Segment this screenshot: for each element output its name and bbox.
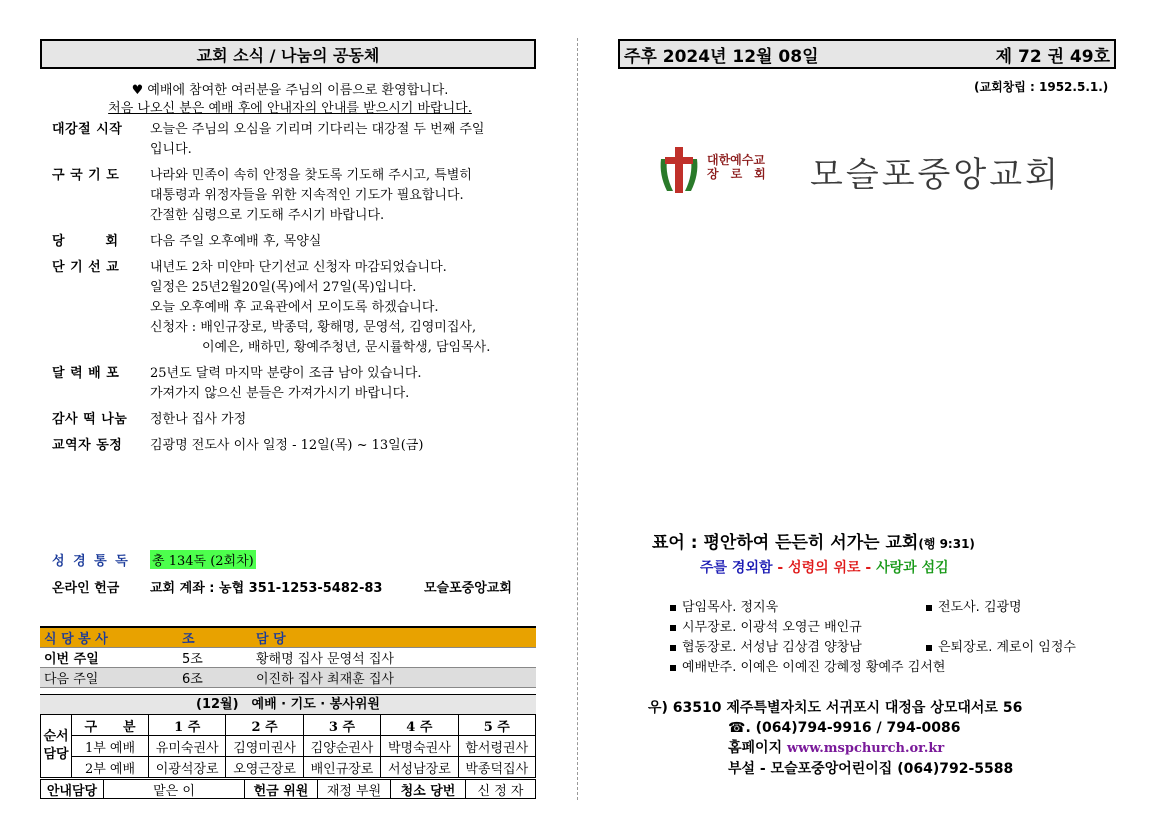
news-item-label: 당 회: [52, 234, 119, 249]
homepage-link[interactable]: www.mspchurch.or.kr: [786, 741, 945, 756]
meal-cell: 5조: [178, 648, 252, 668]
news-item: [52, 166, 542, 226]
schedule-header: 1 주: [149, 715, 226, 736]
news-item-body: [150, 436, 542, 456]
news-line: 내년도 2차 미얀마 단기선교 신청자 마감되었습니다.: [150, 260, 447, 275]
offering-account: 교회 계좌 : 농협 351-1253-5482-83: [150, 581, 383, 596]
news-item-body: [150, 232, 542, 252]
affiliate: 부설 - 모슬포중앙어린이집 (064)792-5588: [728, 761, 1014, 777]
news-item: [52, 410, 542, 430]
news-item-label: 감사 떡 나눔: [52, 412, 128, 427]
footer-cell: 헌금 위원: [245, 780, 318, 798]
bullet-icon: [926, 645, 932, 651]
address: 우) 63510 제주특별자치도 서귀포시 대정읍 상모대서로 56: [648, 700, 1023, 716]
news-item: [52, 232, 542, 252]
heart-icon: ♥: [131, 83, 144, 98]
contact-info: [648, 698, 1022, 779]
motto-reference: (행 9:31): [918, 537, 975, 551]
news-line: 오늘 오후예배 후 교육관에서 모이도록 하겠습니다.: [150, 300, 439, 315]
homepage-label: 홈페이지: [728, 740, 783, 756]
phone: ☎. (064)794-9916 / 794-0086: [728, 720, 961, 736]
schedule-cell: 서성남장로: [381, 757, 458, 778]
bulletin-date: 주후 2024년 12월 08일: [624, 46, 819, 67]
schedule-cell: 김영미권사: [226, 736, 303, 757]
table-row: [40, 668, 536, 688]
schedule-cell: 김양순권사: [303, 736, 380, 757]
footer-cell: 안내담당: [41, 780, 104, 798]
news-item-label: 구 국 기 도: [52, 168, 120, 183]
news-line: 김광명 전도사 이사 일정 - 12일(목) ~ 13일(금): [150, 438, 424, 453]
footer-cell: 맡은 이: [104, 780, 245, 798]
meal-cell: 황해명 집사 문영석 집사: [252, 648, 536, 668]
staff-list: [670, 598, 1076, 678]
offering-church: 모슬포중앙교회: [424, 581, 512, 596]
footer-cell: 청소 당번: [391, 780, 466, 798]
schedule-cell: 유미숙권사: [149, 736, 226, 757]
news-item-body: [150, 258, 542, 358]
bulletin-volume: 제 72 권 49호: [995, 46, 1110, 67]
meal-cell: 이번 주일: [40, 648, 178, 668]
news-line: 정한나 집사 가정: [150, 412, 247, 427]
staff-item: 예배반주. 이예은 이예진 강혜정 황예주 김서현: [682, 660, 946, 675]
schedule-cell: 박명숙권사: [381, 736, 458, 757]
table-row: [41, 736, 536, 757]
news-item-label: 교역자 동정: [52, 438, 123, 453]
schedule-cell: 함서령권사: [458, 736, 535, 757]
schedule-header: 5 주: [458, 715, 535, 736]
staff-item: 담임목사. 정지욱: [682, 600, 779, 615]
news-line: 가져가지 않으신 분들은 가져가시기 바랍니다.: [150, 386, 410, 401]
schedule-footer: [40, 779, 536, 799]
news-item-label: 대강절 시작: [52, 122, 123, 137]
slogan-part: 사랑과 섬김: [876, 560, 949, 576]
denomination-line-2: 장 로 회: [707, 167, 766, 181]
offering-label: 온라인 헌금: [52, 581, 120, 596]
news-item-body: [150, 166, 542, 226]
news-line: 이예은, 배하민, 황예주청년, 문시률학생, 담임목사.: [202, 340, 491, 355]
motto-text: 표어 : 평안하여 든든히 서가는 교회: [652, 533, 919, 553]
slogan-separator: -: [772, 560, 789, 576]
news-line: 입니다.: [150, 142, 192, 157]
bible-reading-label: 성 경 통 독: [52, 554, 130, 569]
news-item: [52, 364, 542, 404]
meal-cell: 이진하 집사 최재훈 집사: [252, 668, 536, 688]
schedule-title: (12월) 예배 · 기도 · 봉사위원: [40, 694, 536, 715]
news-title: 교회 소식 / 나눔의 공동체: [40, 39, 536, 69]
meal-header-service: 식 당 봉 사: [40, 627, 178, 648]
table-row: [40, 648, 536, 668]
bullet-icon: [670, 605, 676, 611]
news-item: [52, 258, 542, 358]
footer-cell: 신 정 자: [477, 783, 524, 799]
denomination: [707, 153, 766, 181]
news-line: 간절한 심령으로 기도해 주시기 바랍니다.: [150, 208, 385, 223]
denomination-line-1: 대한예수교: [707, 153, 765, 167]
news-line: 다음 주일 오후예배 후, 목양실: [150, 234, 322, 249]
news-line: 25년도 달력 마지막 분량이 조금 남아 있습니다.: [150, 366, 422, 381]
bulletin-header: [618, 39, 1116, 69]
news-line: 오늘은 주님의 오심을 기리며 기다리는 대강절 두 번째 주일: [150, 122, 485, 137]
news-list: [52, 120, 542, 462]
table-row: [41, 757, 536, 778]
welcome-line-2: 처음 나오신 분은 예배 후에 안내자의 안내를 받으시기 바랍니다.: [108, 101, 472, 116]
news-item: [52, 436, 542, 456]
meal-service-table: [40, 626, 536, 688]
schedule-cell: 박종덕집사: [458, 757, 535, 778]
staff-item: 시무장로. 이광석 오영근 배인규: [682, 620, 862, 635]
schedule-header: 3 주: [303, 715, 380, 736]
founded-date: (교회창립 : 1952.5.1.): [974, 80, 1109, 94]
schedule-cell: 1부 예배: [72, 736, 149, 757]
meal-header-group: 조: [178, 627, 252, 648]
news-item-body: [150, 364, 542, 404]
staff-item: 협동장로. 서성남 김상겸 양창남: [682, 640, 862, 655]
news-item-label: 단 기 선 교: [52, 260, 120, 275]
staff-item: 은퇴장로. 계로이 임정수: [938, 640, 1076, 655]
schedule-header: 구 분: [72, 715, 149, 736]
meal-cell: 다음 주일: [40, 668, 178, 688]
schedule-header: 4 주: [381, 715, 458, 736]
church-name: 모슬포중앙교회: [810, 155, 1061, 195]
motto: [652, 528, 975, 553]
welcome-line-1: ♥ 예배에 참여한 여러분을 주님의 이름으로 환영합니다.: [131, 83, 449, 98]
slogan: [700, 557, 949, 577]
page-divider: [577, 38, 578, 800]
footer-cell: 재정 부원: [318, 780, 391, 798]
news-line: 일정은 25년2월20일(목)에서 27일(목)입니다.: [150, 280, 417, 295]
news-item-body: [150, 120, 542, 160]
schedule-header: 2 주: [226, 715, 303, 736]
church-cross-logo-icon: [657, 145, 701, 195]
schedule-cell: 이광석장로: [149, 757, 226, 778]
schedule-cell: 배인규장로: [303, 757, 380, 778]
meal-header-charge: 담 당: [252, 627, 536, 648]
slogan-part: 주를 경외함: [700, 560, 773, 576]
schedule-side-label: 순서 담당: [41, 715, 72, 778]
news-line: 신청자 : 배인규장로, 박종덕, 황해명, 문영석, 김영미집사,: [150, 320, 477, 335]
bible-reading-value: 총 134독 (2회차): [150, 550, 256, 569]
staff-item: 전도사. 김광명: [938, 600, 1022, 615]
bullet-icon: [670, 665, 676, 671]
bullet-icon: [670, 625, 676, 631]
meal-cell: 6조: [178, 668, 252, 688]
schedule-cell: 오영근장로: [226, 757, 303, 778]
news-line: 나라와 민족이 속히 안정을 찾도록 기도해 주시고, 특별히: [150, 168, 472, 183]
schedule-cell: 2부 예배: [72, 757, 149, 778]
news-item-label: 달 력 배 포: [52, 366, 120, 381]
slogan-separator: -: [860, 560, 877, 576]
bullet-icon: [670, 645, 676, 651]
schedule-table: [40, 714, 536, 778]
bullet-icon: [926, 605, 932, 611]
slogan-part: 성령의 위로: [788, 560, 861, 576]
news-item-body: [150, 410, 542, 430]
news-line: 대통령과 위정자들을 위한 지속적인 기도가 필요합니다.: [150, 188, 464, 203]
news-item: [52, 120, 542, 160]
